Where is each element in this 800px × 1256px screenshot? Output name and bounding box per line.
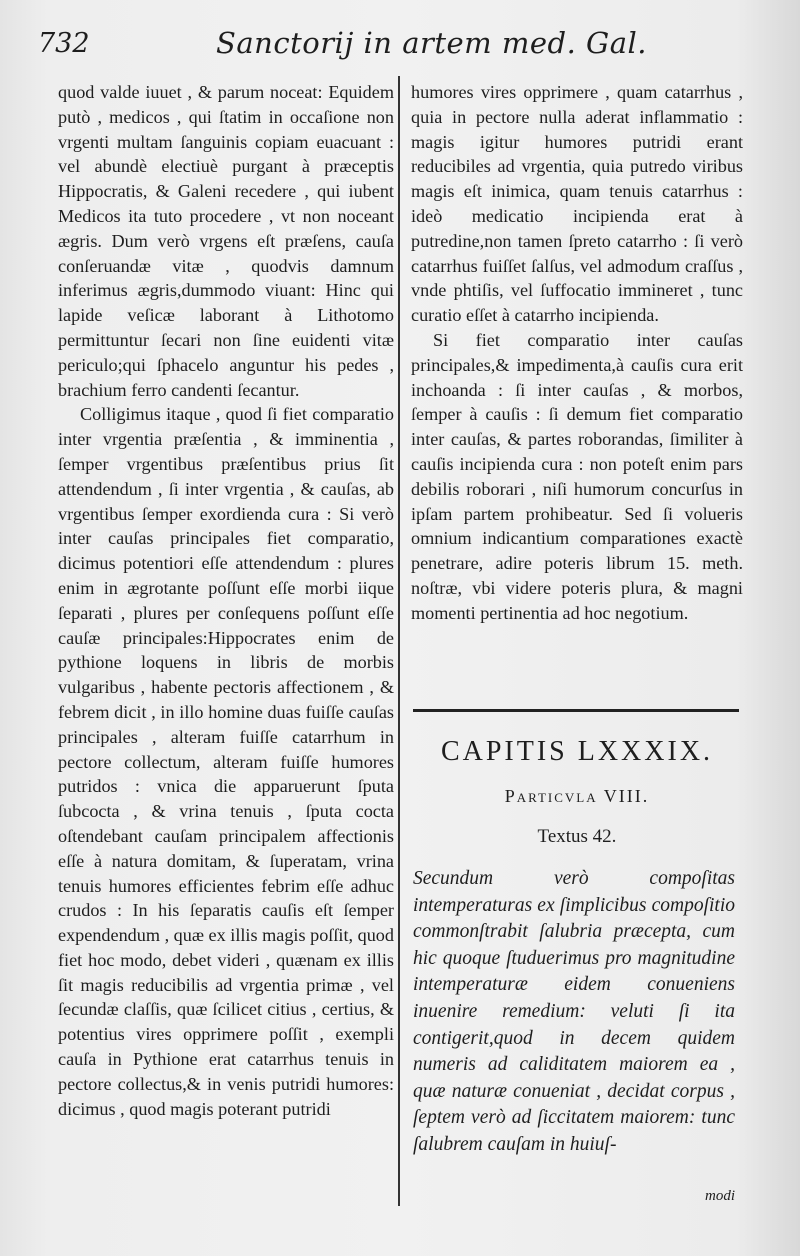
right-roman-text <box>411 80 743 626</box>
quoted-text-italic: Secundum verò compoſitas intemperaturas ex ſimplicibus compoſitio commonſtrabit ſalubria præcepta, cum hic quoque ſtuduerimus pro magnitudine intemperaturæ eidem conueniens inuenire remedium: veluti ſi ita contigerit,quod in decem quidem numeris ad caliditatem maiorem ea , quæ naturæ conueniat , decidat corpus , ſeptem verò ad ſiccitatem maiorem: tunc ſalubrem cauſam in huiuſ- <box>413 868 735 1155</box>
text-number: Textus 42. <box>537 826 617 847</box>
page-header <box>38 22 770 72</box>
left-paragraph-2: Colligimus itaque , quod ſi fiet comparatio inter vrgentia præſentia , & imminentia , ſemper vrgentibus præſentibus prius ſit attendendum , ſi inter vrgentia , & cauſas, ab vrgentibus ſemper exordienda cura : Si verò inter cauſas principales fiet comparatio, dicimus potentiori eſſe attendendum : plures enim in ægrotante poſſunt eſſe morbi iique ſeparati , plures per conſequens poſſunt eſſe cauſæ principales:Hippocrates enim de pythione loquens in libris de morbis vulgaribus , habente pectoris affectionem , & febrem dicit , in illo homine duas fuiſſe cauſas principales , alteram fuiſſe catarrhum in pectore collectum, alteram fuiſſe humores putridos : vnica die apparuerunt ſputa ſubcocta , & vrina tenuis , ſputa cocta oſtendebant cauſam principalem affectionis eſſe à natura domitam, & ſuperatam, vrina tenuis humores efficientes febrim eſſe adhuc crudos : In his ſeparatis cauſis eſt ſemper expendendum , quæ ex illis magis poſſit, quod fiet hoc modo, debet videri , quænam ex illis ſit magis reducibilis ad vrgentia primæ , vel ſecundæ claſſis, quæ ſcilicet citius , certius, & potentius vires opprimere poſſit , exempli cauſa in Pythione erat catarrhus tenuis in pectore collectus,& in venis putridi humores: dicimus , quod magis poterant putridi <box>58 404 394 1119</box>
right-column <box>411 80 743 626</box>
particle-label: Particvla VIII. <box>504 786 650 806</box>
section-divider <box>413 709 739 712</box>
page-number: 732 <box>38 28 90 59</box>
chapter-title: CAPITIS LXXXIX. <box>440 736 714 767</box>
left-column <box>58 80 394 1121</box>
catchword: modi <box>705 1188 735 1204</box>
column-divider <box>398 76 400 1206</box>
right-paragraph-2: Si fiet comparatio inter cauſas principales,& impedimenta,à cauſis cura erit inchoanda : ſi inter cauſas , & morbos, ſemper à cauſis : ſi demum fiet comparatio inter cauſas, & partes roborandas, ſimiliter à cauſis incipienda cura : non poteſt enim pars debilis roborari , niſi humorum concurſus in ipſam partem prohibeatur. Sed ſi volueris omnium indicantium comparationes exactè penetrare, adire poteris librum 15. meth. noſtræ, vbi videre poteris plura, & magni momenti pertinentia ad hoc negotium. <box>411 329 743 623</box>
running-head: Sanctorij in artem med. Gal. <box>216 26 648 60</box>
right-paragraph-1: humores vires opprimere , quam catarrhus , quia in pectore nulla aderat inflammatio : magis igitur humores putridi erant reducibiles ad vrgentia, quia putredo viribus magis eſt inimica, quam tenuis catarrhus : ideò medicatio incipienda erat à putredine,non tamen ſpreto catarrho : ſi verò catarrhus fuiſſet ſalſus, vel admodum craſſus , vnde phtiſis, vel ſuffocatio immineret , tunc curatio eſſet à catarrho incipienda. <box>411 82 743 326</box>
left-paragraph-1: quod valde iuuet , & parum noceat: Equidem putò , medicos , qui ſtatim in occaſione non vrgenti multam ſanguinis copiam euacuant : vel abundè electiuè purgant à præceptis Hippocratis, & Galeni recedere , qui iubent Medicos ita tuto procedere , vt non noceant ægris. Dum verò vrgens eſt præſens, cauſa conſeruandæ vitæ , quodvis damnum inferimus ægris,dummodo viuant: Hinc qui lapide veſicæ laborant à Lithotomo permittuntur ſecari non ſine euidenti vitæ periculo;qui ſphacelo anguntur his pedes , brachium ferro candenti ſecantur. <box>58 82 394 400</box>
